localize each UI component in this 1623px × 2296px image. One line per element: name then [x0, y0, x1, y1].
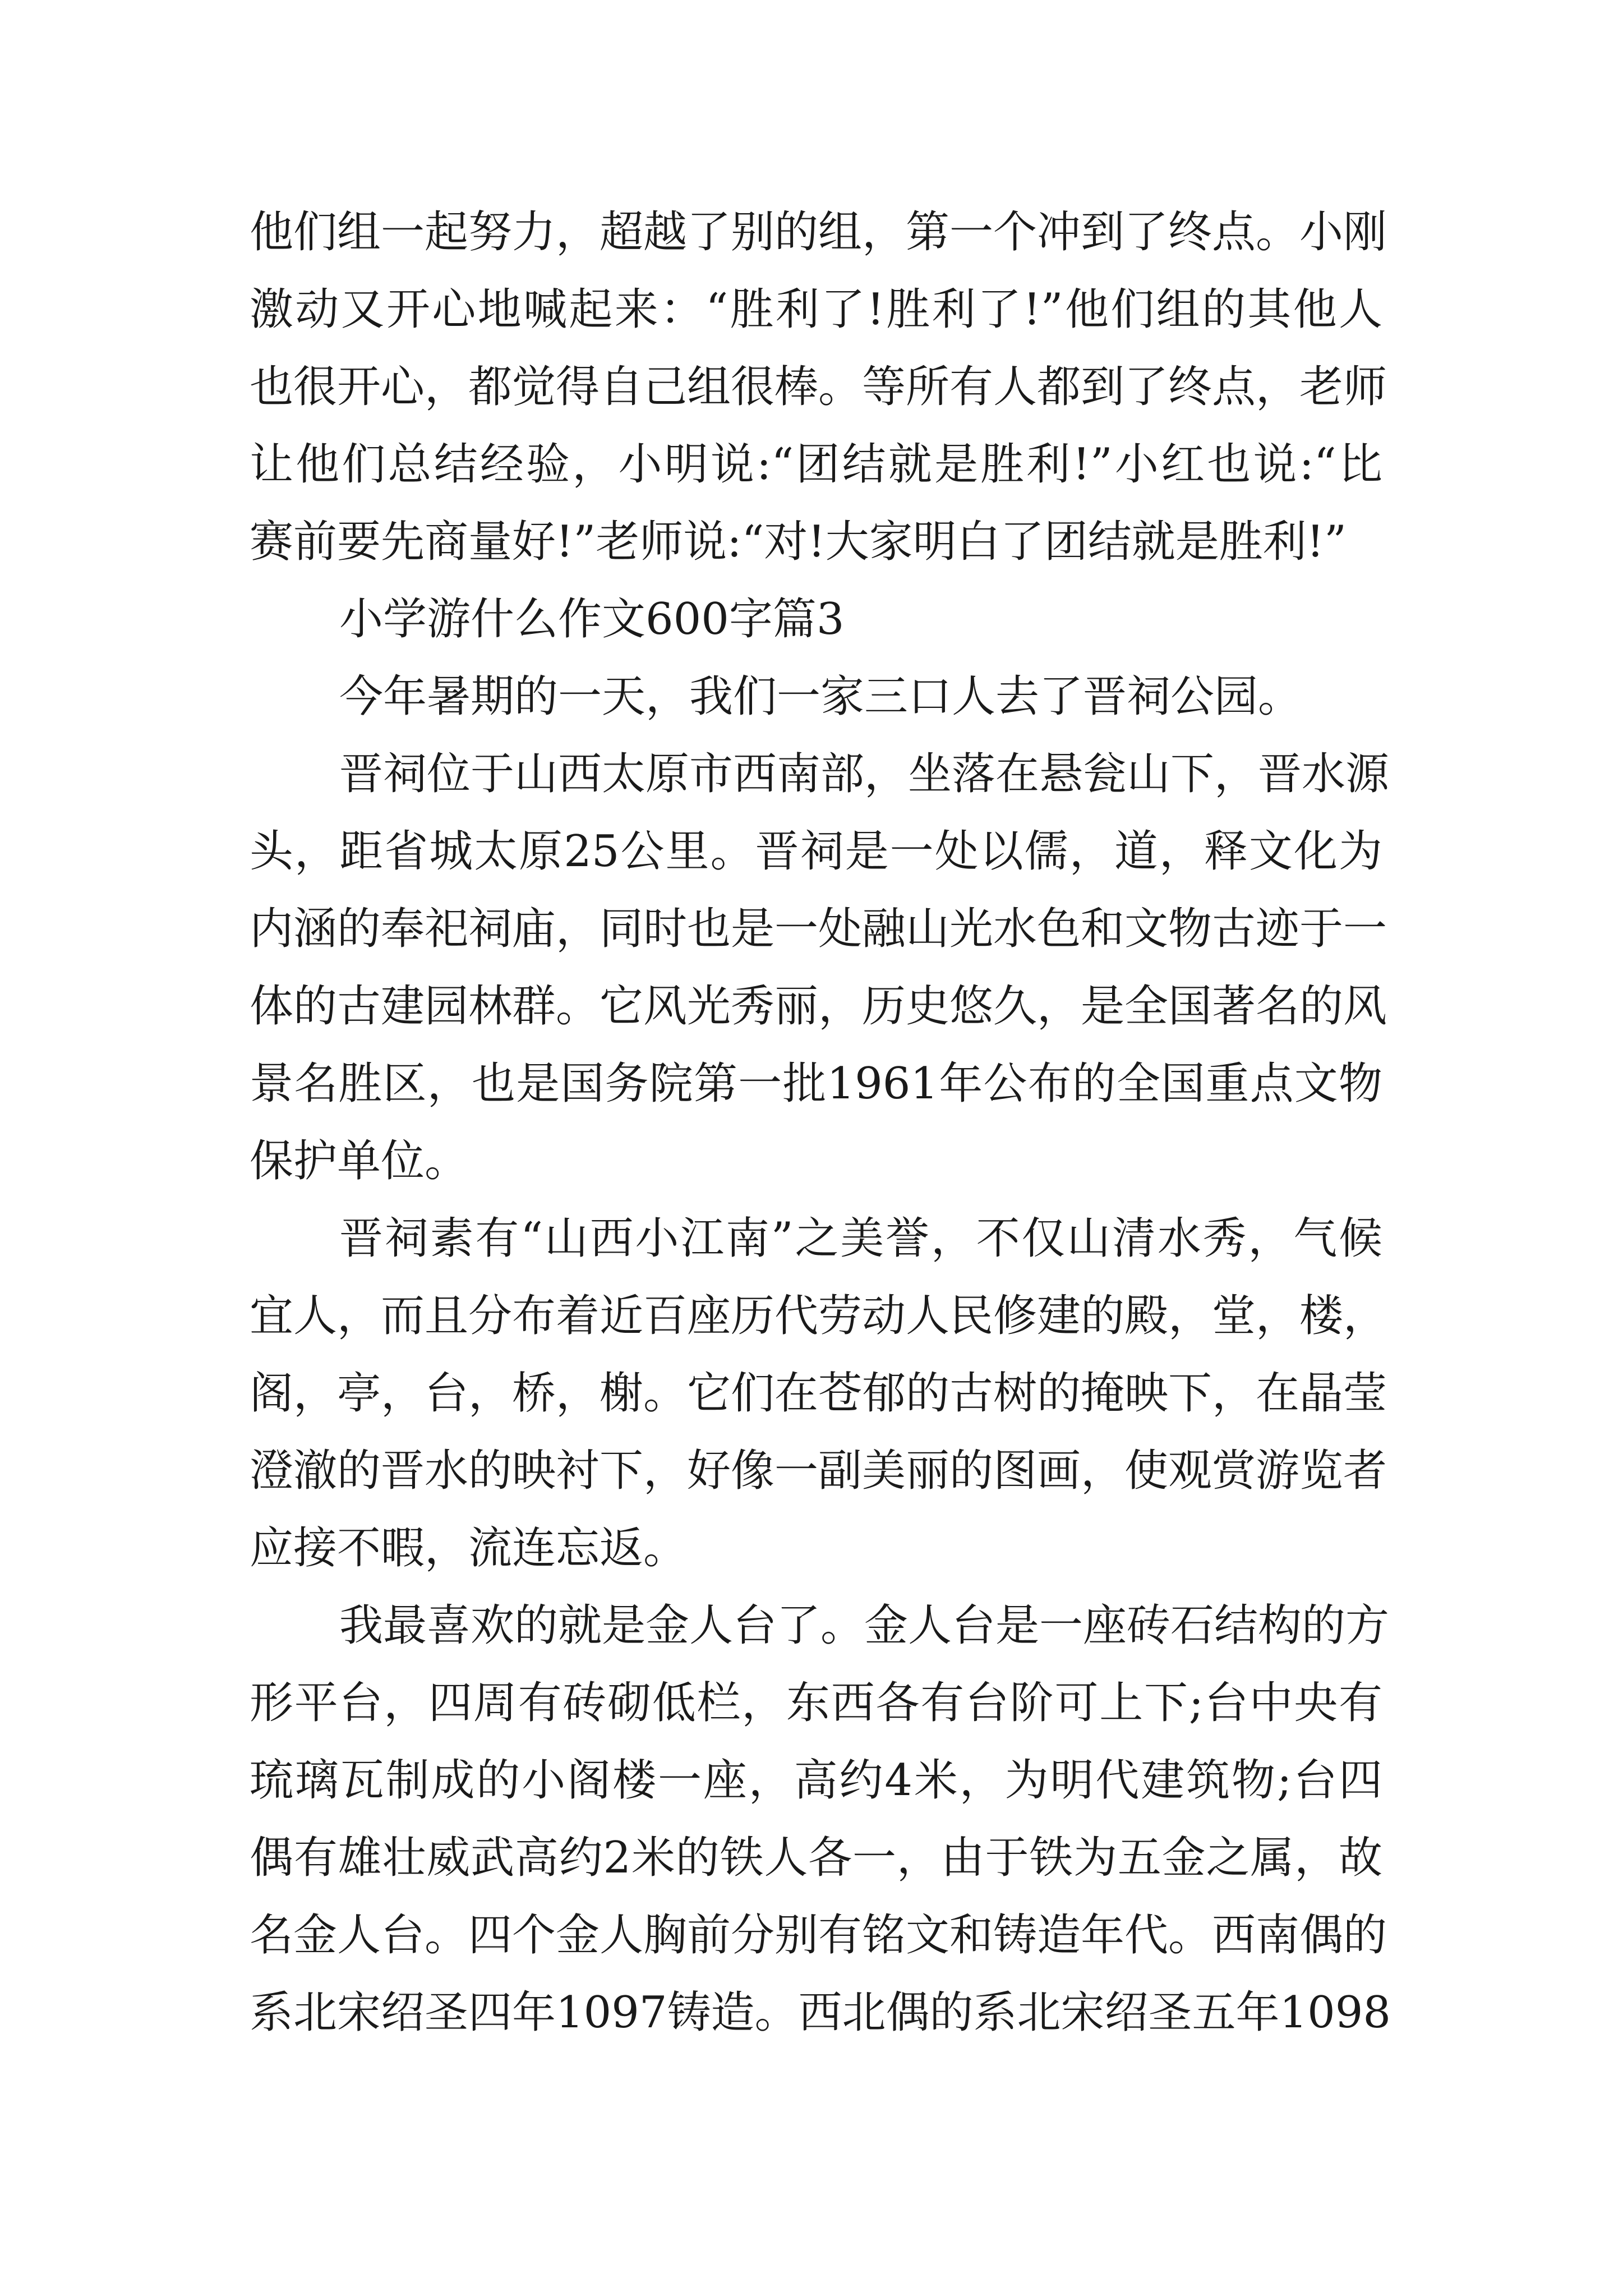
text-line: 让他们总结经验，小明说:“团结就是胜利!”小红也说:“比	[250, 439, 1382, 490]
text-line: 今年暑期的一天，我们一家三口人去了晋祠公园。	[339, 671, 1302, 722]
text-line: 晋祠位于山西太原市西南部，坐落在悬瓮山下，晋水源	[339, 749, 1390, 799]
text-line: 阁，亭，台，桥，榭。它们在苍郁的古树的掩映下，在晶莹	[250, 1368, 1387, 1419]
text-line: 头，距省城太原25公里。晋祠是一处以儒，道，释文化为	[250, 826, 1382, 877]
text-line: 宜人，而且分布着近百座历代劳动人民修建的殿，堂，楼，	[250, 1291, 1387, 1341]
text-line: 应接不暇，流连忘返。	[250, 1523, 688, 1573]
text-line: 琉璃瓦制成的小阁楼一座，高约4米，为明代建筑物;台四	[250, 1755, 1382, 1806]
text-line: 激动又开心地喊起来：“胜利了!胜利了!”他们组的其他人	[250, 284, 1382, 335]
text-line: 内涵的奉祀祠庙，同时也是一处融山光水色和文物古迹于一	[250, 904, 1387, 954]
text-line: 他们组一起努力，超越了别的组，第一个冲到了终点。小刚	[250, 207, 1387, 257]
text-line: 我最喜欢的就是金人台了。金人台是一座砖石结构的方	[339, 1600, 1390, 1651]
text-line: 体的古建园林群。它风光秀丽，历史悠久，是全国著名的风	[250, 981, 1387, 1032]
text-line: 晋祠素有“山西小江南”之美誉，不仅山清水秀，气候	[339, 1213, 1382, 1264]
text-line: 景名胜区，也是国务院第一批1961年公布的全国重点文物	[250, 1059, 1382, 1109]
text-line: 形平台，四周有砖砌低栏，东西各有台阶可上下;台中央有	[250, 1678, 1382, 1728]
document-body	[250, 194, 1391, 2051]
text-line: 澄澈的晋水的映衬下，好像一副美丽的图画，使观赏游览者	[250, 1446, 1387, 1496]
section-heading: 小学游什么作文600字篇3	[339, 594, 845, 645]
text-line: 赛前要先商量好!”老师说:“对!大家明白了团结就是胜利!”	[250, 517, 1347, 567]
text-line: 保护单位。	[250, 1136, 469, 1186]
text-line: 名金人台。四个金人胸前分别有铭文和铸造年代。西南偶的	[250, 1910, 1387, 1961]
text-line: 系北宋绍圣四年1097铸造。西北偶的系北宋绍圣五年1098	[250, 1987, 1391, 2038]
text-line: 也很开心，都觉得自己组很棒。等所有人都到了终点，老师	[250, 362, 1387, 412]
text-line: 偶有雄壮威武高约2米的铁人各一，由于铁为五金之属，故	[250, 1833, 1382, 1883]
